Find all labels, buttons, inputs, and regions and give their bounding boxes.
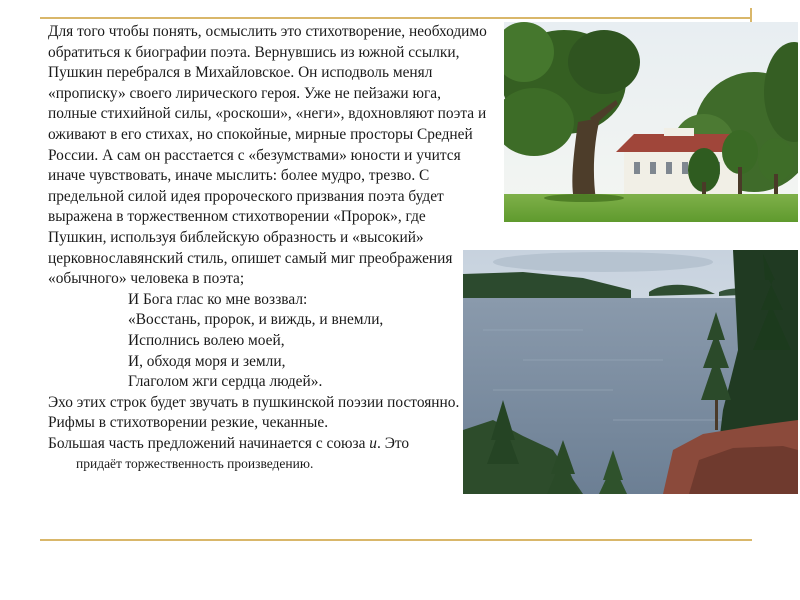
- paragraph-echo: Эхо этих строк будет звучать в пушкинской поэзии постоянно. Рифмы в стихотворении резкие, чеканные.: [48, 393, 460, 432]
- main-text-block: [48, 22, 488, 475]
- verse-line-2: «Восстань, пророк, и виждь, и внемли,: [128, 311, 384, 329]
- paragraph-intro: Для того чтобы понять, осмыслить это стихотворение, необходимо обратиться к биографии поэта. Вернувшись из южной ссылки, Пушкин перебрался в Михайловское. Он исподволь менял «прописку» своего лирического героя. Уже не пейзажи юга, полные стихийной силы, «роскоши», «неги», вдохновляют поэта и оживают в его стихах, но спокойные, мирные просторы Средней России. А сам он расстается с «безумствами» юности и учится иначе чувствовать, иначе мыслить: более мудро, трезво. С предельной силой идея пророческого призвания поэта будет выражена в торжественном стихотворении «Пророк», где Пушкин, используя библейскую образность и «высокий» церковнославянский стиль, опишет самый миг преображения «обычного» человека в поэта;: [48, 23, 487, 288]
- paragraph-last-conj: и: [369, 434, 377, 452]
- bottom-rule: [40, 539, 752, 541]
- top-rule: [40, 17, 752, 19]
- lake-photo: [463, 250, 798, 494]
- verse-line-3: Исполнись волею моей,: [128, 331, 285, 349]
- verse-line-1: И Бога глас ко мне воззвал:: [128, 290, 308, 308]
- manor-photo: [504, 22, 798, 222]
- paragraph-last-start: Большая часть предложений начинается с союза: [48, 434, 370, 452]
- verse-line-5: Глаголом жги сердца людей».: [128, 373, 323, 391]
- paragraph-last: [48, 434, 488, 475]
- paragraph-last-mid: . Это: [377, 434, 410, 452]
- paragraph-last-cont: придаёт торжественность произведению.: [76, 456, 314, 472]
- top-rule-tick: [750, 8, 752, 22]
- verse-line-4: И, обходя моря и земли,: [128, 352, 286, 370]
